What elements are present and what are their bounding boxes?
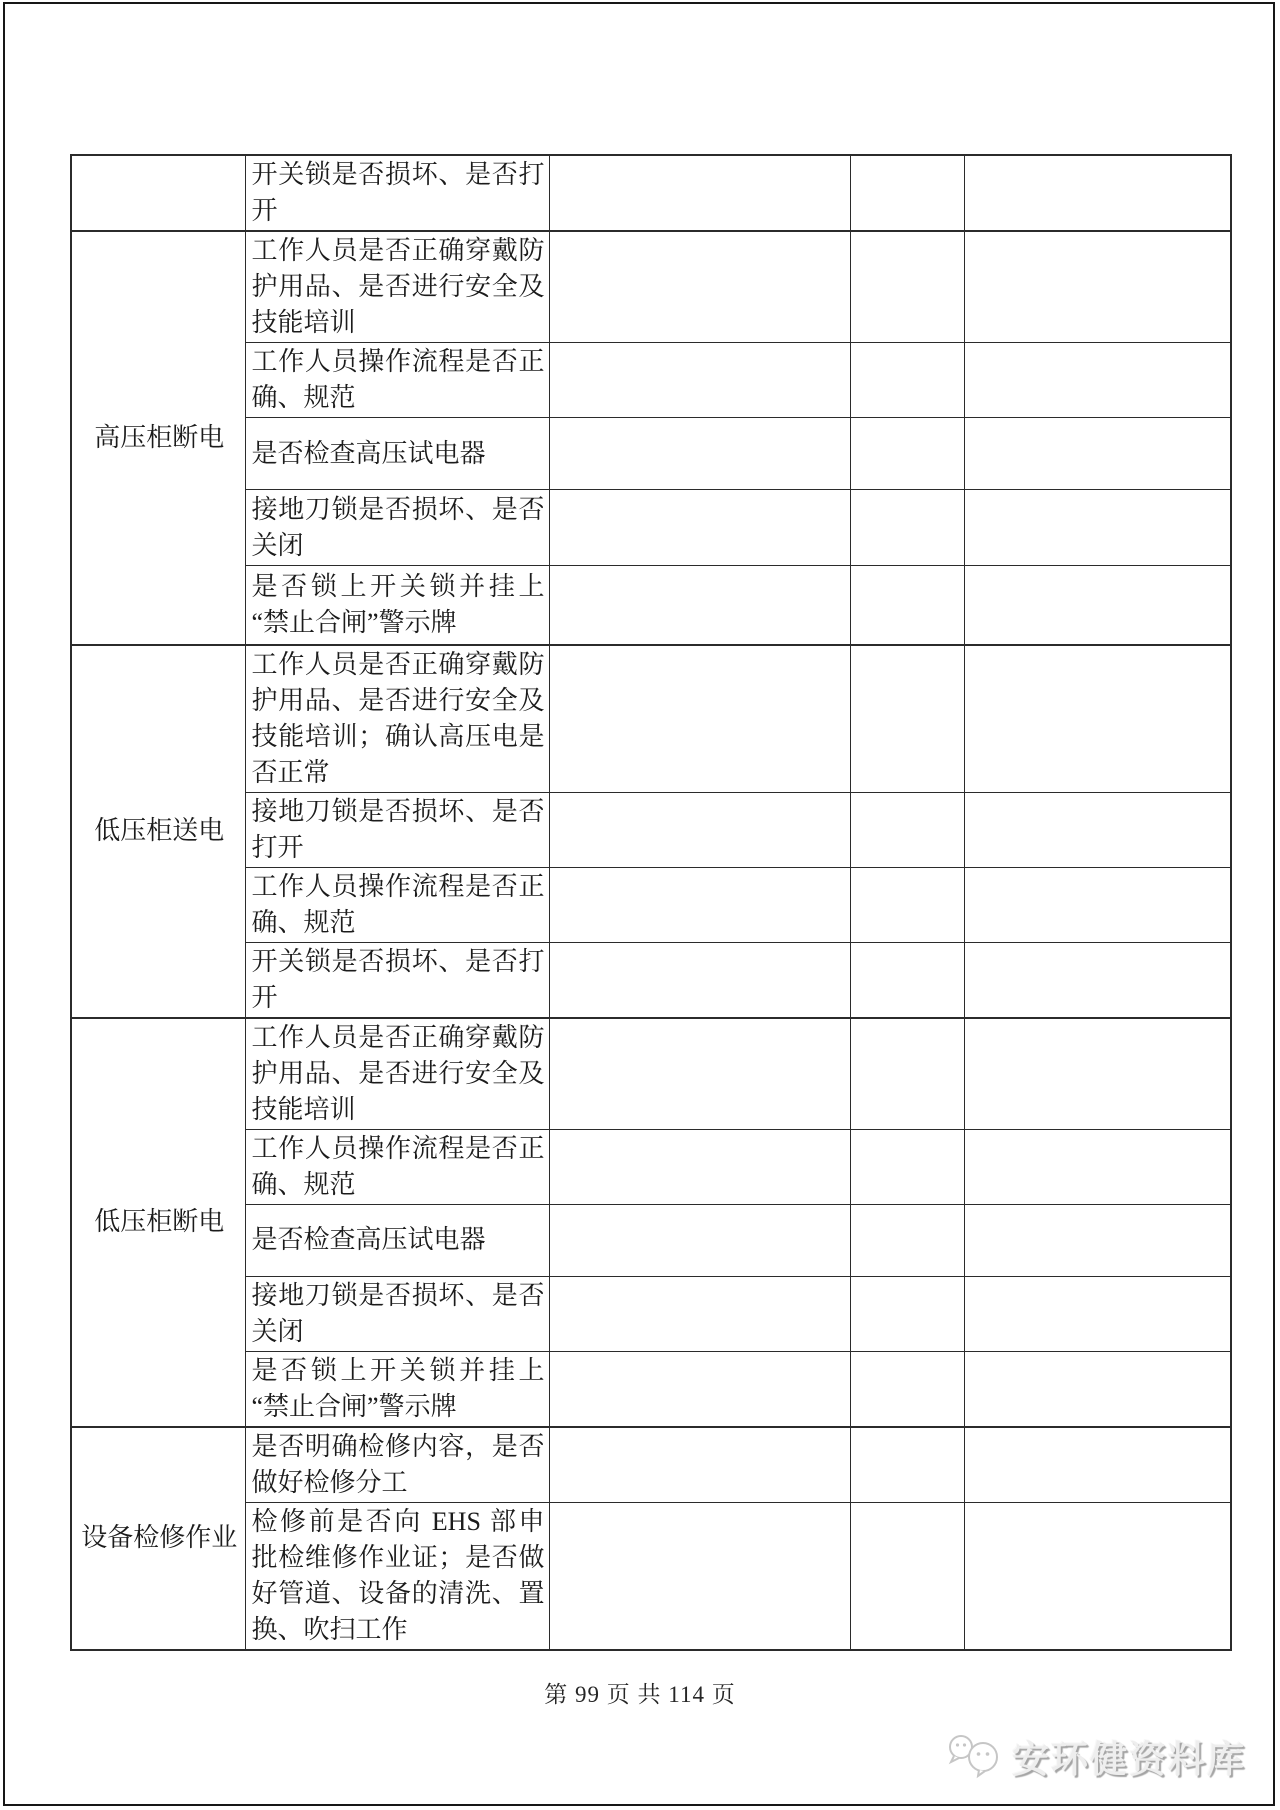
remark-cell bbox=[964, 418, 1231, 490]
table-row bbox=[71, 418, 1231, 490]
check-cell bbox=[850, 1276, 964, 1351]
checklist-item-cell: 工作人员是否正确穿戴防护用品、是否进行安全及技能培训 bbox=[245, 231, 549, 343]
section-label-cell: 低压柜送电 bbox=[71, 645, 245, 1018]
table-row bbox=[71, 1351, 1231, 1427]
remark-cell bbox=[964, 490, 1231, 566]
check-cell bbox=[850, 1427, 964, 1503]
check-cell bbox=[850, 1129, 964, 1204]
table-row bbox=[71, 1204, 1231, 1276]
value-cell bbox=[549, 566, 850, 645]
remark-cell bbox=[964, 1427, 1231, 1503]
value-cell bbox=[549, 155, 850, 231]
table-row bbox=[71, 1276, 1231, 1351]
section-label-cell: 高压柜断电 bbox=[71, 231, 245, 645]
table-body bbox=[71, 155, 1231, 1650]
checklist-item-cell: 检修前是否向 EHS 部申批检维修作业证；是否做好管道、设备的清洗、置换、吹扫工作 bbox=[245, 1502, 549, 1650]
section-label-cell bbox=[71, 155, 245, 231]
check-cell bbox=[850, 155, 964, 231]
remark-cell bbox=[964, 1276, 1231, 1351]
check-cell bbox=[850, 343, 964, 418]
checklist-item-cell: 是否明确检修内容，是否做好检修分工 bbox=[245, 1427, 549, 1503]
checklist-item-cell: 是否检查高压试电器 bbox=[245, 1204, 549, 1276]
checklist-item-cell: 工作人员是否正确穿戴防护用品、是否进行安全及技能培训 bbox=[245, 1018, 549, 1130]
remark-cell bbox=[964, 231, 1231, 343]
table-row bbox=[71, 942, 1231, 1018]
remark-cell bbox=[964, 1204, 1231, 1276]
watermark-text: 安环健资料库 bbox=[1012, 1740, 1246, 1781]
table-row bbox=[71, 155, 1231, 231]
checklist-item-cell: 接地刀锁是否损坏、是否关闭 bbox=[245, 490, 549, 566]
value-cell bbox=[549, 231, 850, 343]
safety-checklist-table bbox=[70, 154, 1232, 1651]
check-cell bbox=[850, 490, 964, 566]
remark-cell bbox=[964, 1018, 1231, 1130]
checklist-item-cell: 接地刀锁是否损坏、是否打开 bbox=[245, 792, 549, 867]
value-cell bbox=[549, 1018, 850, 1130]
table-row bbox=[71, 1502, 1231, 1650]
value-cell bbox=[549, 418, 850, 490]
check-cell bbox=[850, 1018, 964, 1130]
section-label-cell: 低压柜断电 bbox=[71, 1018, 245, 1427]
chat-bubbles-icon bbox=[946, 1733, 1004, 1779]
checklist-item-cell: 工作人员操作流程是否正确、规范 bbox=[245, 343, 549, 418]
value-cell bbox=[549, 792, 850, 867]
table-row bbox=[71, 1018, 1231, 1130]
table-row bbox=[71, 867, 1231, 942]
table-row bbox=[71, 490, 1231, 566]
remark-cell bbox=[964, 645, 1231, 793]
watermark-logo bbox=[946, 1729, 1246, 1783]
checklist-item-cell: 是否锁上开关锁并挂上“禁止合闸”警示牌 bbox=[245, 566, 549, 645]
check-cell bbox=[850, 942, 964, 1018]
remark-cell bbox=[964, 1129, 1231, 1204]
checklist-item-cell: 是否锁上开关锁并挂上“禁止合闸”警示牌 bbox=[245, 1351, 549, 1427]
remark-cell bbox=[964, 1502, 1231, 1650]
check-cell bbox=[850, 792, 964, 867]
check-cell bbox=[850, 867, 964, 942]
value-cell bbox=[549, 1276, 850, 1351]
table-row bbox=[71, 1129, 1231, 1204]
value-cell bbox=[549, 942, 850, 1018]
value-cell bbox=[549, 867, 850, 942]
table-row bbox=[71, 645, 1231, 793]
value-cell bbox=[549, 1427, 850, 1503]
table-row bbox=[71, 1427, 1231, 1503]
checklist-item-cell: 开关锁是否损坏、是否打开 bbox=[245, 942, 549, 1018]
check-cell bbox=[850, 566, 964, 645]
checklist-item-cell: 工作人员是否正确穿戴防护用品、是否进行安全及技能培训；确认高压电是否正常 bbox=[245, 645, 549, 793]
check-cell bbox=[850, 231, 964, 343]
remark-cell bbox=[964, 1351, 1231, 1427]
value-cell bbox=[549, 1502, 850, 1650]
check-cell bbox=[850, 418, 964, 490]
value-cell bbox=[549, 343, 850, 418]
page-number: 第 99 页 共 114 页 bbox=[544, 1682, 736, 1707]
check-cell bbox=[850, 1502, 964, 1650]
checklist-item-cell: 是否检查高压试电器 bbox=[245, 418, 549, 490]
check-cell bbox=[850, 1204, 964, 1276]
remark-cell bbox=[964, 566, 1231, 645]
table-row bbox=[71, 566, 1231, 645]
value-cell bbox=[549, 645, 850, 793]
table-row bbox=[71, 231, 1231, 343]
remark-cell bbox=[964, 155, 1231, 231]
value-cell bbox=[549, 1351, 850, 1427]
remark-cell bbox=[964, 792, 1231, 867]
check-cell bbox=[850, 645, 964, 793]
value-cell bbox=[549, 1204, 850, 1276]
remark-cell bbox=[964, 343, 1231, 418]
table-row bbox=[71, 792, 1231, 867]
check-cell bbox=[850, 1351, 964, 1427]
remark-cell bbox=[964, 867, 1231, 942]
remark-cell bbox=[964, 942, 1231, 1018]
table-row bbox=[71, 343, 1231, 418]
checklist-item-cell: 工作人员操作流程是否正确、规范 bbox=[245, 867, 549, 942]
checklist-item-cell: 开关锁是否损坏、是否打开 bbox=[245, 155, 549, 231]
section-label-cell: 设备检修作业 bbox=[71, 1427, 245, 1650]
checklist-item-cell: 工作人员操作流程是否正确、规范 bbox=[245, 1129, 549, 1204]
value-cell bbox=[549, 490, 850, 566]
checklist-item-cell: 接地刀锁是否损坏、是否关闭 bbox=[245, 1276, 549, 1351]
value-cell bbox=[549, 1129, 850, 1204]
